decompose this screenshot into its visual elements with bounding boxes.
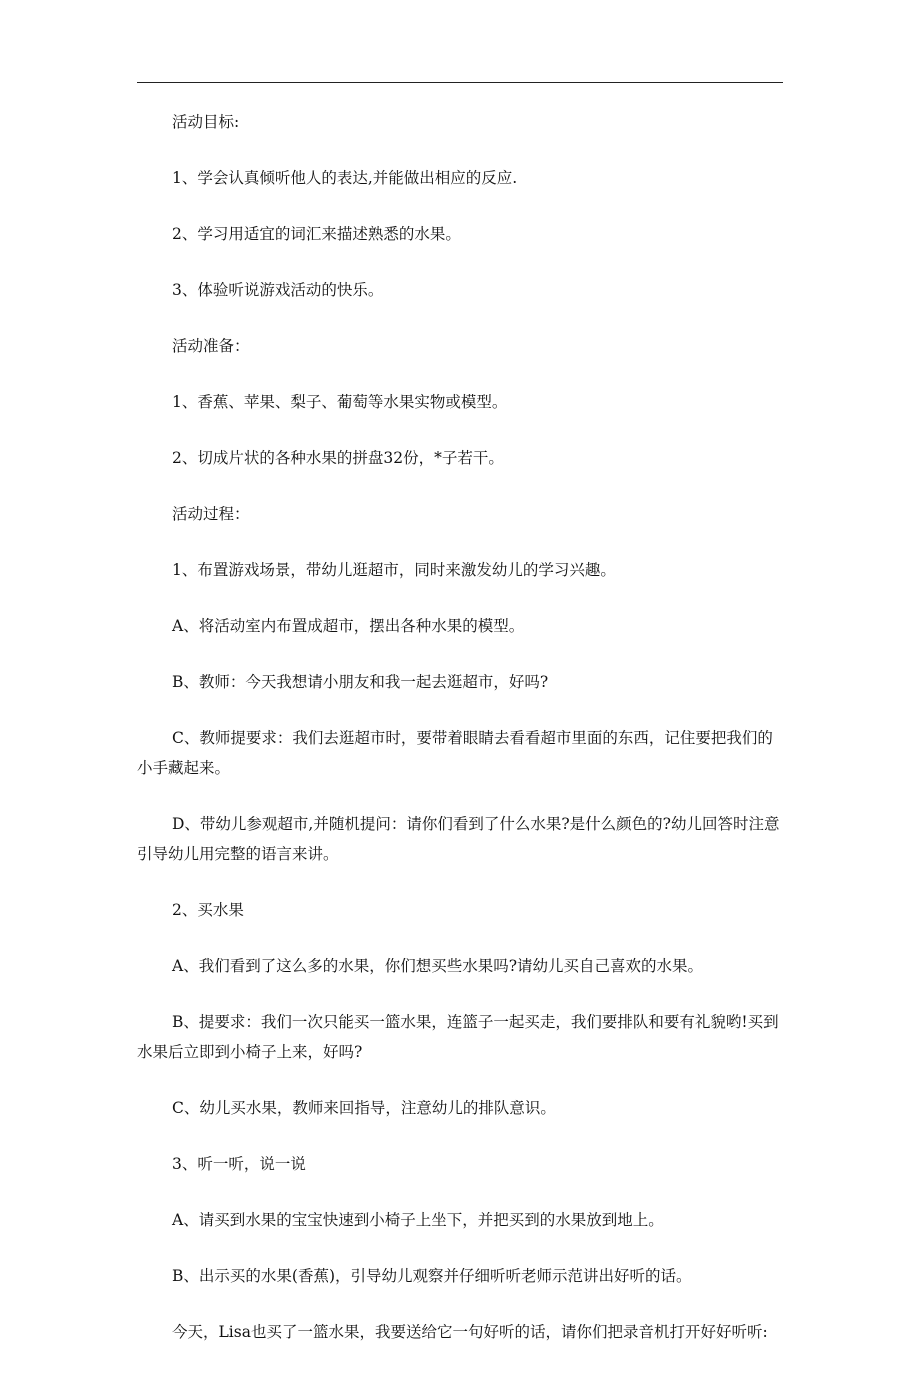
paragraph-preparation-2: 2、切成片状的各种水果的拼盘32份，*子若干。	[172, 449, 504, 467]
paragraph-process-1c: C、教师提要求：我们去逛超市时，要带着眼睛去看看超市里面的东西，记住要把我们的小手藏起来。	[137, 729, 773, 777]
paragraph-goal-2: 2、学习用适宜的词汇来描述熟悉的水果。	[172, 225, 461, 243]
paragraph-process-3: 3、听一听，说一说	[172, 1155, 306, 1173]
paragraph-preparation-1: 1、香蕉、苹果、梨子、葡萄等水果实物或模型。	[172, 393, 508, 411]
paragraph-process-1b: B、教师：今天我想请小朋友和我一起去逛超市，好吗?	[172, 673, 549, 691]
paragraph-process-heading: 活动过程：	[172, 505, 250, 523]
paragraph-process-1a: A、将活动室内布置成超市，摆出各种水果的模型。	[172, 617, 525, 635]
document-body	[137, 107, 787, 1373]
paragraph-process-3a: A、请买到水果的宝宝快速到小椅子上坐下，并把买到的水果放到地上。	[172, 1211, 664, 1229]
paragraph-process-2: 2、买水果	[172, 901, 244, 919]
paragraph-goal-3: 3、体验听说游戏活动的快乐。	[172, 281, 384, 299]
paragraph-process-2b: B、提要求：我们一次只能买一篮水果，连篮子一起买走，我们要排队和要有礼貌哟!买到水果后立即到小椅子上来，好吗?	[137, 1013, 779, 1061]
header-rule	[137, 82, 783, 83]
paragraph-preparation-heading: 活动准备：	[172, 337, 250, 355]
paragraph-process-3b: B、出示买的水果(香蕉)，引导幼儿观察并仔细听听老师示范讲出好听的话。	[172, 1267, 692, 1285]
paragraph-process-1d: D、带幼儿参观超市,并随机提问：请你们看到了什么水果?是什么颜色的?幼儿回答时注意引导幼儿用完整的语言来讲。	[137, 815, 780, 863]
paragraph-process-2a: A、我们看到了这么多的水果，你们想买些水果吗?请幼儿买自己喜欢的水果。	[172, 957, 704, 975]
paragraph-activity-goals-heading: 活动目标:	[172, 113, 240, 131]
paragraph-process-2c: C、幼儿买水果，教师来回指导，注意幼儿的排队意识。	[172, 1099, 556, 1117]
paragraph-goal-1: 1、学会认真倾听他人的表达,并能做出相应的反应.	[172, 169, 518, 187]
paragraph-lisa: 今天，Lisa也买了一篮水果，我要送给它一句好听的话，请你们把录音机打开好好听听:	[172, 1323, 768, 1341]
paragraph-process-1: 1、布置游戏场景，带幼儿逛超市，同时来激发幼儿的学习兴趣。	[172, 561, 616, 579]
